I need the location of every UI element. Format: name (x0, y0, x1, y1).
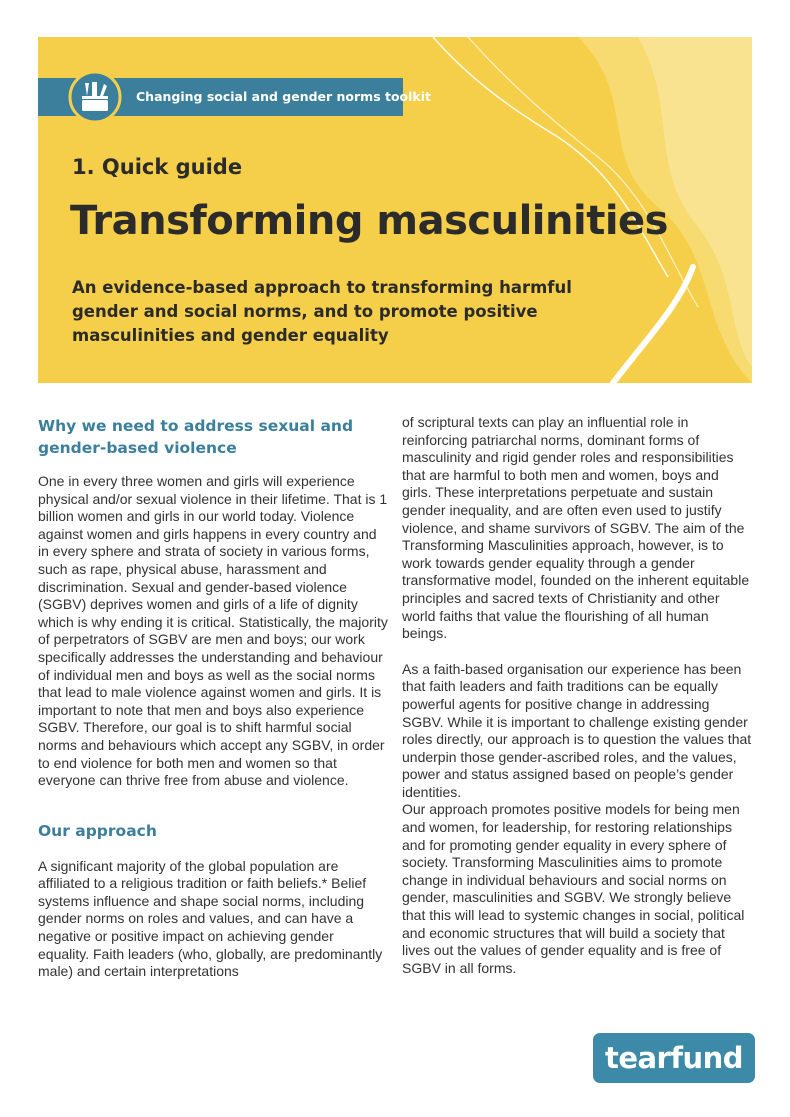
left-column (38, 414, 388, 981)
why-paragraph: One in every three women and girls will experience physical and/or sexual violence in their lifetime. That is 1 billion women and girls in our world today. Violence against women and girls happens in every country and in every sphere and strata of society in various forms, such as rape, physical abuse, harassment and discrimination. Sexual and gender-based violence (SGBV) deprives women and girls of a life of dignity which is why ending it is critical. Statistically, the majority of perpetrators of SGBV are men and boys; our work specifically addresses the understanding and behaviour of individual men and boys as well as the social norms that lead to male violence against women and girls. It is important to note that men and boys also experience SGBV. Therefore, our goal is to shift harmful social norms and behaviours which accept any SGBV, in order to end violence for both men and women so that everyone can thrive free from abuse and violence. (38, 473, 388, 789)
guide-label: 1. Quick guide (72, 155, 243, 179)
document-title: Transforming masculinities (70, 198, 668, 244)
document-subtitle: An evidence-based approach to transforming harmful gender and social norms, and to promote positive masculinities and gender equality (72, 278, 572, 345)
approach-paragraph-4: Our approach promotes positive models for being men and women, for leadership, for restoring relationships and for promoting gender equality in every sphere of society. Transforming Masculinities aims to promote change in individual behaviours and social norms on gender, masculinities and SGBV. We strongly believe that this will lead to systemic changes in social, political and economic structures that will build a society that lives out the values of gender equality and is free of SGBV in all forms. (402, 801, 745, 976)
tearfund-logo: tearfund (593, 1033, 755, 1083)
approach-paragraph-3: As a faith-based organisation our experience has been that faith leaders and faith traditions can be equally powerful agents for positive change in addressing SGBV. While it is important to challenge existing gender roles directly, our approach is to question the values that underpin those gender-ascribed roles, and the values, power and status assigned based on people’s gender identities. (402, 660, 752, 800)
approach-heading: Our approach (38, 821, 157, 840)
right-column (402, 414, 752, 977)
tools-toolbox-icon (68, 70, 122, 124)
why-heading: Why we need to address sexual and gender-based violence (38, 417, 354, 457)
approach-paragraph-1: A significant majority of the global population are affiliated to a religious tradition or faith beliefs.* Belief systems influence and shape social norms, including gender norms on roles and values, and can have a negative or positive impact on achieving gender equality. Faith leaders (who, globally, are predominantly male) and certain interpretations (38, 857, 383, 980)
toolkit-label: Changing social and gender norms toolkit (136, 89, 432, 104)
approach-paragraph-2: of scriptural texts can play an influential role in reinforcing patriarchal norms, dominant forms of masculinity and rigid gender roles and responsibilities that are harmful to both men and women, boys and girls. These interpretations perpetuate and sustain gender inequality, and are often even used to justify violence, and shame survivors of SGBV. The aim of the Transforming Masculinities approach, however, is to work towards gender equality through a gender transformative model, founded on the inherent equitable principles and sacred texts of Christianity and other world faiths that value the flourishing of all human beings. (402, 414, 750, 642)
